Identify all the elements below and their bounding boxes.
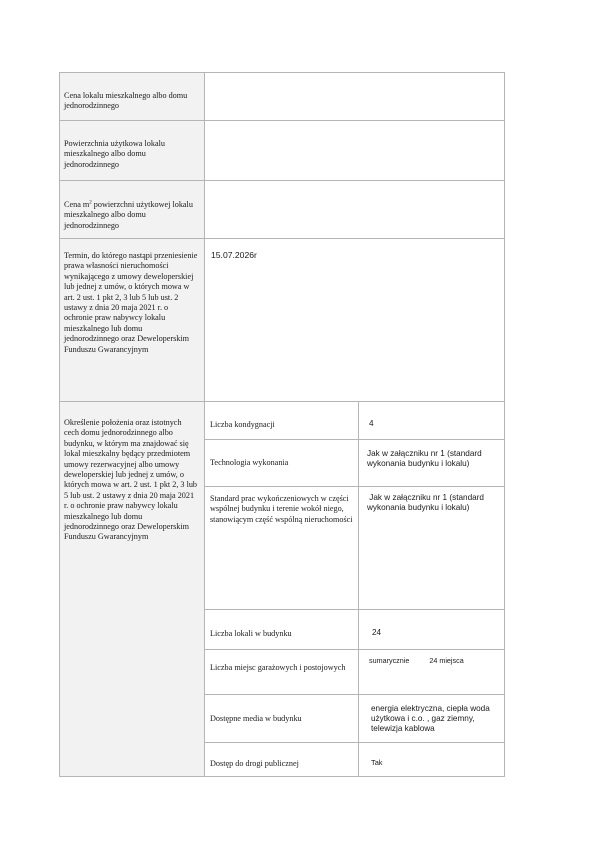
sub-label-cell (205, 402, 359, 440)
row-termin (60, 239, 505, 402)
label-cell (60, 73, 205, 121)
termin-value-cell (205, 239, 505, 402)
sub-value-cell (359, 650, 505, 695)
okreslenie-label: Określenie położenia oraz istotnych cech domu jednorodzinnego albo budynku, w którym ma znajdować się lokal mieszkalny będący przedmiotem umowy rezerwacyjnej albo umowy deweloperskiej lub jednej z umów, o których mowa w art. 2 ust. 1 pkt 2, 3 lub 5 lub ust. 2 ustawy z dnia 20 maja 2021 r. o ochronie praw nabywcy lokalu mieszkalnego lub domu jednorodzinnego oraz Deweloperskim Funduszu Gwarancyjnym (64, 418, 198, 542)
row-liczba-kondygnacji (60, 402, 505, 440)
termin-value: 15.07.2026r (211, 250, 257, 260)
label-cell (60, 121, 205, 181)
media-value: energia elektryczna, ciepła woda użytkowa i c.o. , gaz ziemny, telewizja kablowa (371, 704, 490, 733)
sub-value-cell (359, 487, 505, 610)
sub-label-cell (205, 440, 359, 487)
miejsca-garazowe-value-b: 24 miejsca (429, 656, 464, 665)
liczba-lokali-label: Liczba lokali w budynku (210, 629, 292, 638)
cena-lokalu-value (205, 73, 505, 121)
technologia-value: Jak w załączniku nr 1 (standard wykonania budynku i lokalu) (367, 449, 482, 468)
powierzchnia-label: Powierzchnia użytkowa lokalu mieszkalnego albo domu jednorodzinnego (64, 139, 165, 169)
media-label: Dostępne media w budynku (210, 714, 302, 723)
powierzchnia-value (205, 121, 505, 181)
standard-prac-label: Standard prac wykończeniowych w części wspólnej budynku i terenie wokół niego, stanowiącym część wspólną nieruchomości (210, 494, 353, 524)
row-cena-m2 (60, 181, 505, 239)
miejsca-garazowe-value-a: sumarycznie (369, 656, 410, 665)
liczba-kondygnacji-value: 4 (369, 419, 374, 428)
cena-m2-label-post: powierzchni użytkowej lokalu mieszkalnego albo domu jednorodzinnego (64, 200, 193, 230)
property-info-table (59, 72, 505, 777)
sub-value-cell (359, 402, 505, 440)
termin-label: Termin, do którego nastąpi przeniesienie prawa własności nieruchomości wynikającego z umowy deweloperskiej lub jednej z umów, o których mowa w art. 2 ust. 1 pkt 2, 3 lub 5 lub ust. 2 ustawy z dnia 20 maja 2021 r. o ochronie praw nabywcy lokalu mieszkalnego lub domu jednorodzinnego oraz Deweloperskim Funduszu Gwarancyjnym (64, 251, 198, 354)
miejsca-garazowe-value (359, 650, 504, 666)
sub-value-cell (359, 743, 505, 777)
technologia-label: Technologia wykonania (210, 458, 289, 467)
sub-value-cell (359, 610, 505, 650)
sub-label-cell (205, 610, 359, 650)
sub-label-cell (205, 743, 359, 777)
droga-publiczna-value: Tak (371, 758, 383, 767)
okreslenie-label-cell (60, 402, 205, 777)
sub-label-cell (205, 650, 359, 695)
row-powierzchnia (60, 121, 505, 181)
cena-m2-label-pre: Cena m (64, 200, 90, 209)
sub-label-cell (205, 487, 359, 610)
miejsca-garazowe-label: Liczba miejsc garażowych i postojowych (210, 663, 346, 672)
sub-value-cell (359, 695, 505, 743)
droga-publiczna-label: Dostęp do drogi publicznej (210, 759, 299, 768)
sub-label-cell (205, 695, 359, 743)
liczba-kondygnacji-label: Liczba kondygnacji (210, 420, 275, 429)
sub-value-cell (359, 440, 505, 487)
standard-prac-value: Jak w załączniku nr 1 (standard wykonania budynku i lokalu) (367, 493, 487, 512)
cena-m2-label (60, 181, 204, 231)
liczba-lokali-value: 24 (372, 628, 382, 637)
row-cena-lokalu (60, 73, 505, 121)
label-cell (60, 239, 205, 402)
cena-lokalu-label: Cena lokalu mieszkalnego albo domu jednorodzinnego (64, 91, 188, 111)
cena-m2-label-sup: 2 (89, 200, 92, 206)
cena-m2-value (205, 181, 505, 239)
label-cell (60, 181, 205, 239)
